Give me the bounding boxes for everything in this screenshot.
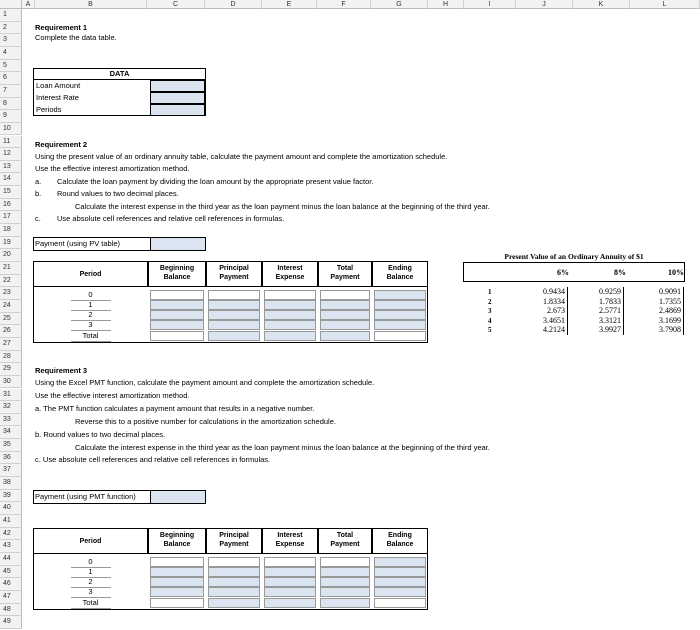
amort-pmt-ending-balance-cell-0[interactable] <box>374 557 426 567</box>
amort-pv-header-principal-payment <box>206 261 262 287</box>
amort-pv-ending-balance-cell-1[interactable] <box>374 300 426 310</box>
pv-value-r4-c1: 3.4651 <box>518 316 568 326</box>
amort-pmt-header-period-line1: Period <box>79 538 102 545</box>
amort-pv-principal-payment-cell-3[interactable] <box>208 320 260 330</box>
row-header-33[interactable]: 33 <box>0 414 22 427</box>
amort-pmt-header-ending-balance <box>372 528 428 554</box>
row-header-15[interactable]: 15 <box>0 186 22 199</box>
row-header-3[interactable]: 3 <box>0 34 22 47</box>
column-header-e[interactable]: E <box>262 0 317 9</box>
pv-value-r5-c1: 4.2124 <box>518 325 568 335</box>
row-header-43[interactable]: 43 <box>0 540 22 553</box>
loan-amount-input[interactable] <box>150 80 205 92</box>
column-header-k[interactable]: K <box>573 0 630 9</box>
periods-label: Periods <box>36 105 62 114</box>
periods-input[interactable] <box>150 104 205 116</box>
row-header-20[interactable]: 20 <box>0 249 22 262</box>
row-header-17[interactable]: 17 <box>0 211 22 224</box>
row-header-23[interactable]: 23 <box>0 287 22 300</box>
pv-value-r2-c1: 1.8334 <box>518 297 568 307</box>
amort-pv-period-0: 0 <box>88 290 93 299</box>
req3-title: Requirement 3 <box>35 366 88 375</box>
payment-pmt-input[interactable] <box>150 490 206 504</box>
amort-pmt-header-principal-payment-line2: Payment <box>219 541 249 548</box>
column-header-j[interactable]: J <box>516 0 573 9</box>
column-header-f[interactable]: F <box>317 0 371 9</box>
pv-rate-header-0: 6% <box>557 268 569 277</box>
row-header-4[interactable]: 4 <box>0 47 22 60</box>
pv-period-3: 3 <box>488 307 492 316</box>
row-header-32[interactable]: 32 <box>0 401 22 414</box>
amort-pv-ending-balance-cell-3[interactable] <box>374 320 426 330</box>
interest-rate-input[interactable] <box>150 92 205 104</box>
amort-pv-header-beginning-balance-line1: Beginning <box>159 265 195 272</box>
pv-value-r5-c2: 3.9927 <box>574 325 624 335</box>
req3-line-6: Calculate the interest expense in the third year as the loan payment minus the loan balance at the beginning of the third year. <box>75 443 490 452</box>
amort-pmt-header-interest-expense <box>262 528 318 554</box>
amort-pv-principal-payment-cell-1[interactable] <box>208 300 260 310</box>
amort-pmt-total-payment-cell-3[interactable] <box>320 587 370 597</box>
column-header-i[interactable]: I <box>464 0 516 9</box>
amort-pv-header-total-payment-line2: Payment <box>330 274 360 281</box>
amort-pv-interest-expense-cell-2[interactable] <box>264 310 316 320</box>
pv-period-2: 2 <box>488 297 492 306</box>
req2-marker-b: b. <box>35 189 42 198</box>
row-header-10[interactable]: 10 <box>0 123 22 136</box>
amort-pmt-header-ending-balance-line2: Balance <box>386 541 414 548</box>
row-header-27[interactable]: 27 <box>0 338 22 351</box>
req2-marker-a: a. <box>35 177 42 186</box>
amort-pmt-period-1: 1 <box>88 567 93 576</box>
pv-value-r5-c3: 3.7908 <box>630 325 684 335</box>
req2-marker-c: c. <box>35 214 41 223</box>
amort-pv-header-interest-expense-line1: Interest <box>277 265 303 272</box>
amort-pv-total-payment-cell-4[interactable] <box>320 331 370 341</box>
row-header-35[interactable]: 35 <box>0 439 22 452</box>
pv-period-1: 1 <box>488 288 492 296</box>
amort-pmt-header-beginning-balance <box>148 528 206 554</box>
row-header-40[interactable]: 40 <box>0 502 22 515</box>
pv-rate-header-2: 10% <box>668 268 684 277</box>
pv-rate-header-1: 8% <box>614 268 626 277</box>
row-header-16[interactable]: 16 <box>0 199 22 212</box>
amort-pv-header-interest-expense-line2: Expense <box>275 274 305 281</box>
row-header-47[interactable]: 47 <box>0 591 22 604</box>
row-header-49[interactable]: 49 <box>0 616 22 629</box>
amort-pv-header-principal-payment-line2: Payment <box>219 274 249 281</box>
amort-pv-beginning-balance-cell-2[interactable] <box>150 310 204 320</box>
amort-pmt-ending-balance-cell-1[interactable] <box>374 567 426 577</box>
row-header-9[interactable]: 9 <box>0 110 22 123</box>
amort-pv-header-ending-balance-line2: Balance <box>386 274 414 281</box>
row-header-46[interactable]: 46 <box>0 578 22 591</box>
amort-pv-header-period <box>33 261 148 287</box>
row-header-36[interactable]: 36 <box>0 452 22 465</box>
payment-pv-input[interactable] <box>150 237 206 251</box>
amort-pv-period-4: Total <box>82 331 99 340</box>
amort-pmt-interest-expense-cell-4[interactable] <box>264 598 316 608</box>
row-header-30[interactable]: 30 <box>0 376 22 389</box>
req3-line-3: a. The PMT function calculates a payment amount that results in a negative number. <box>35 404 315 413</box>
amort-pv-interest-expense-cell-0[interactable] <box>264 290 316 300</box>
amort-pmt-interest-expense-cell-3[interactable] <box>264 587 316 597</box>
amort-pmt-interest-expense-cell-2[interactable] <box>264 577 316 587</box>
req3-line-4: Reverse this to a positive number for calculations in the amortization schedule. <box>75 417 336 426</box>
req2-line-6: Use absolute cell references and relative cell references in formulas. <box>57 214 285 223</box>
amort-pv-interest-expense-cell-4[interactable] <box>264 331 316 341</box>
req3-line-2: Use the effective interest amortization method. <box>35 391 190 400</box>
amort-pmt-ending-balance-cell-3[interactable] <box>374 587 426 597</box>
amort-pv-beginning-balance-cell-3[interactable] <box>150 320 204 330</box>
pv-value-r3-c1: 2.673 <box>518 306 568 316</box>
row-header-25[interactable]: 25 <box>0 313 22 326</box>
amort-pv-header-beginning-balance-line2: Balance <box>163 274 191 281</box>
row-header-44[interactable]: 44 <box>0 553 22 566</box>
amort-pv-header-principal-payment-line1: Principal <box>219 265 249 272</box>
req2-line-5: Calculate the interest expense in the third year as the loan payment minus the loan balance at the beginning of the third year. <box>75 202 490 211</box>
data-table-header: DATA <box>109 69 130 78</box>
amort-pv-beginning-balance-cell-0[interactable] <box>150 290 204 300</box>
amort-pv-header-period-line1: Period <box>79 271 102 278</box>
req2-line-1: Using the present value of an ordinary annuity table, calculate the payment amount and complete the amortization schedule. <box>35 152 448 161</box>
pv-period-5: 5 <box>488 326 492 335</box>
amort-pv-total-payment-cell-3[interactable] <box>320 320 370 330</box>
row-header-29[interactable]: 29 <box>0 363 22 376</box>
req3-line-7: c. Use absolute cell references and relative cell references in formulas. <box>35 455 271 464</box>
req2-line-4: Round values to two decimal places. <box>57 189 179 198</box>
row-header-2[interactable]: 2 <box>0 22 22 35</box>
amort-pmt-period-rule-4 <box>71 608 111 609</box>
row-header-18[interactable]: 18 <box>0 224 22 237</box>
amort-pmt-total-payment-cell-4[interactable] <box>320 598 370 608</box>
payment-pv-label: Payment (using PV table) <box>35 239 121 248</box>
amort-pmt-principal-payment-cell-0[interactable] <box>208 557 260 567</box>
column-header-h[interactable]: H <box>428 0 464 9</box>
pv-value-r3-c3: 2.4869 <box>630 306 684 316</box>
amort-pv-total-payment-cell-0[interactable] <box>320 290 370 300</box>
amort-pv-header-total-payment <box>318 261 372 287</box>
column-header-l[interactable]: L <box>630 0 700 9</box>
amort-pv-principal-payment-cell-2[interactable] <box>208 310 260 320</box>
amort-pv-interest-expense-cell-3[interactable] <box>264 320 316 330</box>
amort-pmt-period-0: 0 <box>88 557 93 566</box>
req3-line-5: b. Round values to two decimal places. <box>35 430 166 439</box>
amort-pv-header-total-payment-line1: Total <box>336 265 354 272</box>
column-header-d[interactable]: D <box>205 0 262 9</box>
row-header-45[interactable]: 45 <box>0 566 22 579</box>
amort-pv-ending-balance-cell-2[interactable] <box>374 310 426 320</box>
row-header-37[interactable]: 37 <box>0 464 22 477</box>
amort-pmt-interest-expense-cell-1[interactable] <box>264 567 316 577</box>
amort-pv-period-rule-4 <box>71 341 111 342</box>
req2-line-3: Calculate the loan payment by dividing the loan amount by the appropriate present value factor. <box>57 177 374 186</box>
amort-pv-total-payment-cell-2[interactable] <box>320 310 370 320</box>
pv-value-r2-c2: 1.7833 <box>574 297 624 307</box>
amort-pmt-total-payment-cell-1[interactable] <box>320 567 370 577</box>
amort-pv-ending-balance-cell-4[interactable] <box>374 331 426 341</box>
amort-pmt-total-payment-cell-0[interactable] <box>320 557 370 567</box>
amort-pv-header-interest-expense <box>262 261 318 287</box>
pv-value-r4-c2: 3.3121 <box>574 316 624 326</box>
amort-pmt-beginning-balance-cell-2[interactable] <box>150 577 204 587</box>
amort-pmt-period-2: 2 <box>88 577 93 586</box>
row-header-7[interactable]: 7 <box>0 85 22 98</box>
amort-pmt-principal-payment-cell-4[interactable] <box>208 598 260 608</box>
amort-pmt-principal-payment-cell-2[interactable] <box>208 577 260 587</box>
loan-amount-label: Loan Amount <box>36 81 81 90</box>
amort-pv-period-2: 2 <box>88 310 93 319</box>
amort-pv-ending-balance-cell-0[interactable] <box>374 290 426 300</box>
row-header-24[interactable]: 24 <box>0 300 22 313</box>
row-header-5[interactable]: 5 <box>0 60 22 73</box>
pv-value-r4-c3: 3.1699 <box>630 316 684 326</box>
amort-pv-total-payment-cell-1[interactable] <box>320 300 370 310</box>
amort-pmt-period-3: 3 <box>88 587 93 596</box>
amort-pmt-header-interest-expense-line1: Interest <box>277 532 303 539</box>
row-header-41[interactable]: 41 <box>0 515 22 528</box>
amort-pmt-beginning-balance-cell-0[interactable] <box>150 557 204 567</box>
amort-pv-principal-payment-cell-4[interactable] <box>208 331 260 341</box>
amort-pmt-ending-balance-cell-4[interactable] <box>374 598 426 608</box>
interest-rate-label: Interest Rate <box>36 93 79 102</box>
row-header-48[interactable]: 48 <box>0 604 22 617</box>
pv-value-r1-c3: 0.9091 <box>630 287 684 297</box>
row-header-8[interactable]: 8 <box>0 98 22 111</box>
pv-value-r2-c3: 1.7355 <box>630 297 684 307</box>
amort-pv-header-ending-balance <box>372 261 428 287</box>
amort-pmt-beginning-balance-cell-3[interactable] <box>150 587 204 597</box>
amort-pv-header-ending-balance-line1: Ending <box>388 265 412 272</box>
row-header-13[interactable]: 13 <box>0 161 22 174</box>
amort-pv-principal-payment-cell-0[interactable] <box>208 290 260 300</box>
amort-pmt-principal-payment-cell-3[interactable] <box>208 587 260 597</box>
amort-pmt-header-beginning-balance-line1: Beginning <box>159 532 195 539</box>
amort-pv-interest-expense-cell-1[interactable] <box>264 300 316 310</box>
amort-pmt-interest-expense-cell-0[interactable] <box>264 557 316 567</box>
row-header-31[interactable]: 31 <box>0 389 22 402</box>
amort-pmt-header-principal-payment <box>206 528 262 554</box>
pv-value-r3-c2: 2.5771 <box>574 306 624 316</box>
row-header-28[interactable]: 28 <box>0 351 22 364</box>
pv-table-title: Present Value of an Ordinary Annuity of $1 <box>504 252 644 261</box>
amort-pv-beginning-balance-cell-4[interactable] <box>150 331 204 341</box>
column-header-c[interactable]: C <box>147 0 205 9</box>
pv-value-r1-c1: 0.9434 <box>518 287 568 297</box>
amort-pmt-header-total-payment <box>318 528 372 554</box>
row-header-38[interactable]: 38 <box>0 477 22 490</box>
row-header-22[interactable]: 22 <box>0 275 22 288</box>
row-header-1[interactable]: 1 <box>0 9 22 22</box>
req2-line-2: Use the effective interest amortization method. <box>35 164 190 173</box>
column-header-a[interactable]: A <box>22 0 35 9</box>
pv-value-r1-c2: 0.9259 <box>574 287 624 297</box>
amort-pmt-header-ending-balance-line1: Ending <box>388 532 412 539</box>
column-header-g[interactable]: G <box>371 0 428 9</box>
row-header-19[interactable]: 19 <box>0 237 22 250</box>
amort-pv-beginning-balance-cell-1[interactable] <box>150 300 204 310</box>
row-header-14[interactable]: 14 <box>0 173 22 186</box>
pv-period-4: 4 <box>488 316 492 325</box>
row-header-11[interactable]: 11 <box>0 136 22 149</box>
amort-pmt-header-beginning-balance-line2: Balance <box>163 541 191 548</box>
amort-pv-period-1: 1 <box>88 300 93 309</box>
amort-pmt-header-period <box>33 528 148 554</box>
payment-pmt-label: Payment (using PMT function) <box>35 492 136 501</box>
amort-pmt-header-total-payment-line2: Payment <box>330 541 360 548</box>
select-all-corner[interactable] <box>0 0 22 9</box>
amort-pv-period-3: 3 <box>88 320 93 329</box>
amort-pmt-header-principal-payment-line1: Principal <box>219 532 249 539</box>
amort-pmt-period-4: Total <box>82 598 99 607</box>
amort-pmt-beginning-balance-cell-4[interactable] <box>150 598 204 608</box>
amort-pmt-beginning-balance-cell-1[interactable] <box>150 567 204 577</box>
amort-pmt-principal-payment-cell-1[interactable] <box>208 567 260 577</box>
req1-line: Complete the data table. <box>35 33 117 42</box>
req2-title: Requirement 2 <box>35 140 88 149</box>
amort-pmt-ending-balance-cell-2[interactable] <box>374 577 426 587</box>
row-header-21[interactable]: 21 <box>0 262 22 275</box>
column-header-b[interactable]: B <box>35 0 147 9</box>
amort-pmt-header-interest-expense-line2: Expense <box>275 541 305 548</box>
row-header-34[interactable]: 34 <box>0 426 22 439</box>
row-header-12[interactable]: 12 <box>0 148 22 161</box>
amort-pmt-total-payment-cell-2[interactable] <box>320 577 370 587</box>
req1-title: Requirement 1 <box>35 23 88 32</box>
row-header-26[interactable]: 26 <box>0 325 22 338</box>
row-header-39[interactable]: 39 <box>0 490 22 503</box>
req3-line-1: Using the Excel PMT function, calculate the payment amount and complete the amortization schedule. <box>35 378 375 387</box>
amort-pv-header-beginning-balance <box>148 261 206 287</box>
row-header-42[interactable]: 42 <box>0 528 22 541</box>
row-header-6[interactable]: 6 <box>0 72 22 85</box>
amort-pmt-header-total-payment-line1: Total <box>336 532 354 539</box>
